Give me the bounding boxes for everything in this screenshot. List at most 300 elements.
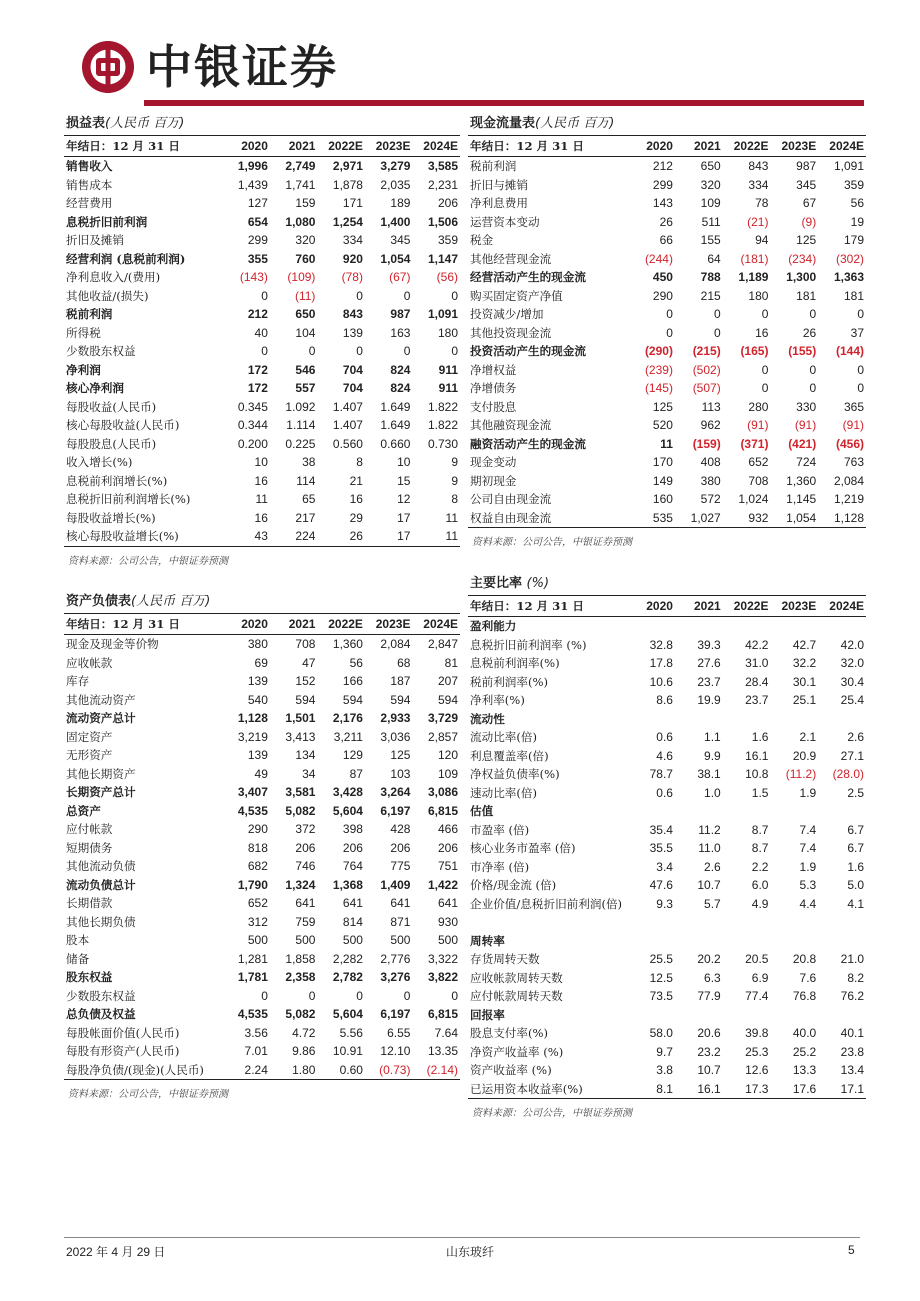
cell-value: (159) — [692, 436, 721, 451]
table-row — [64, 802, 460, 821]
cashflow-source-note: 资料来源：公司公告，中银证券预测 — [472, 537, 632, 548]
cell-value: 23.7 — [697, 674, 721, 689]
table-row — [64, 820, 460, 839]
table-row — [468, 490, 866, 509]
table-row — [64, 231, 460, 250]
cell-value: 8.1 — [627, 1080, 675, 1099]
income-statement-table — [64, 136, 460, 547]
column-header-year: 2020 — [222, 136, 270, 157]
cell-value: 3,264 — [380, 785, 411, 799]
cell-value: 704 — [342, 362, 363, 377]
row-label: 支付股息 — [470, 399, 517, 414]
cell-value: 2,231 — [427, 177, 458, 192]
cell-value: (21) — [747, 214, 769, 229]
cell-value: 3,428 — [332, 785, 363, 799]
row-label: 净利息收入/(费用) — [66, 270, 161, 284]
row-label: 折旧与摊销 — [470, 177, 528, 192]
cell-value: (11) — [294, 288, 316, 303]
cell-value: (78) — [341, 270, 363, 284]
cell-value: 10.91 — [332, 1044, 363, 1058]
cell-value: 2,035 — [380, 177, 411, 192]
cell-value: 10 — [397, 455, 411, 469]
cell-value: 652 — [247, 896, 268, 910]
cell-value: 450 — [652, 270, 673, 284]
table-row — [468, 858, 866, 877]
cell-value: 125 — [652, 399, 673, 414]
table-row — [64, 268, 460, 287]
table-header-row — [64, 614, 460, 635]
cell-value: 8 — [451, 492, 458, 506]
table-row — [64, 287, 460, 306]
cell-value: 4.72 — [292, 1025, 316, 1040]
table-row — [64, 1042, 460, 1061]
cell-value: 4.4 — [799, 896, 817, 911]
cell-value: 1,091 — [427, 307, 458, 321]
row-label: 总负债及权益 — [66, 1007, 136, 1021]
row-label: 净增权益 — [470, 362, 517, 377]
cell-value — [675, 802, 723, 821]
cell-value: 1.9 — [799, 785, 817, 800]
cell-value: 17.8 — [649, 656, 673, 670]
row-label: 净权益负债率(%) — [470, 767, 560, 781]
cell-value — [627, 1006, 675, 1025]
cell-value: 19.9 — [697, 693, 721, 707]
cell-value: 2,933 — [380, 711, 411, 725]
cell-value: 290 — [652, 288, 673, 303]
cell-value: 2.2 — [751, 859, 769, 874]
cell-value: 9.3 — [656, 896, 673, 911]
row-label: 税前利润 — [66, 307, 113, 321]
row-label: 盈利能力 — [470, 619, 517, 633]
table-row — [64, 931, 460, 950]
cell-value: 64 — [707, 251, 721, 266]
cell-value: 500 — [390, 933, 411, 947]
cell-value: (165) — [740, 344, 769, 358]
cell-value: 5.7 — [704, 896, 721, 911]
cell-value: 16.1 — [675, 1080, 723, 1099]
cell-value: 1,422 — [427, 877, 458, 892]
cell-value: 1,145 — [786, 492, 817, 506]
table-row — [64, 857, 460, 876]
cell-value: 1,363 — [833, 270, 864, 284]
cell-value: 40.1 — [840, 1026, 864, 1040]
cell-value — [675, 932, 723, 951]
table-row — [64, 1061, 460, 1080]
cell-value: 13.3 — [792, 1063, 817, 1077]
row-label: 投资减少/增加 — [470, 307, 544, 321]
row-label: 其他流动资产 — [66, 692, 136, 707]
cell-value: (502) — [692, 362, 721, 377]
cell-value: (181) — [740, 251, 769, 266]
cell-value: 21.0 — [840, 952, 864, 966]
column-header-label: 年结日：12 月 31 日 — [468, 596, 627, 617]
cell-value: 428 — [390, 822, 411, 836]
row-label: 应付帐款周转天数 — [470, 989, 563, 1003]
cell-value: 280 — [748, 399, 769, 414]
cell-value: 1,300 — [786, 270, 817, 284]
cell-value: 594 — [295, 692, 316, 707]
cell-value: 824 — [390, 381, 411, 395]
cell-value: 520 — [652, 418, 673, 432]
table-row — [64, 435, 460, 454]
cell-value: (215) — [692, 344, 721, 358]
key-ratios-table — [468, 596, 866, 1099]
table-row — [64, 342, 460, 361]
cell-value: 1.822 — [427, 418, 458, 432]
cell-value: 3,219 — [237, 729, 268, 744]
cell-value — [675, 710, 723, 729]
cell-value: 3,585 — [427, 159, 458, 173]
row-label: 其他长期资产 — [66, 766, 136, 781]
table-row — [64, 876, 460, 895]
balance-sheet-panel — [64, 590, 460, 1100]
cell-value: 345 — [796, 177, 817, 192]
cell-value: 76.8 — [792, 989, 817, 1003]
cell-value: 1,091 — [833, 159, 864, 173]
table-row — [64, 157, 460, 176]
column-header-year: 2023E — [365, 614, 413, 635]
row-label: 流动负债总计 — [66, 877, 136, 892]
cell-value: 0 — [403, 988, 411, 1003]
cell-value: 16 — [254, 510, 268, 525]
table-header-row — [64, 136, 460, 157]
cell-value: 139 — [247, 748, 268, 762]
cell-value: 78.7 — [649, 767, 673, 781]
cell-value: 6,815 — [427, 803, 458, 818]
table-row — [468, 176, 866, 195]
row-label: 其他长期负债 — [66, 914, 136, 929]
cell-value: 20.5 — [745, 952, 769, 966]
table-row — [468, 157, 866, 176]
row-label: 净利率(%) — [470, 693, 525, 707]
cell-value: 299 — [247, 233, 268, 247]
cell-value: 0.6 — [656, 730, 673, 744]
cell-value: 1,439 — [237, 177, 268, 192]
cell-value: 3,407 — [237, 785, 268, 799]
cell-value: 290 — [247, 822, 268, 836]
cell-value: (244) — [644, 251, 673, 266]
cell-value: 572 — [700, 492, 721, 506]
brand-name: 中银证券 — [146, 40, 338, 94]
table-row — [468, 305, 866, 324]
cell-value: 17.1 — [818, 1080, 866, 1099]
cell-value: 1,080 — [285, 214, 316, 229]
cell-value: 932 — [723, 509, 771, 528]
cell-value: 13.4 — [840, 1063, 864, 1077]
row-label: 购买固定资产净值 — [470, 288, 563, 303]
cell-value: 9.9 — [704, 748, 721, 763]
cell-value: 4,535 — [237, 1007, 268, 1021]
cell-value: 0.60 — [317, 1061, 365, 1080]
cell-value: 372 — [295, 822, 316, 836]
cell-value: 9 — [451, 473, 458, 488]
column-header-year: 2021 — [675, 596, 723, 617]
cell-value: 109 — [437, 766, 458, 781]
cell-value: 1.114 — [286, 418, 316, 432]
cell-value: 5.56 — [339, 1025, 363, 1040]
table-row — [64, 250, 460, 269]
cell-value: (91) — [842, 418, 864, 432]
cell-value: 5,604 — [332, 803, 363, 818]
row-label: 长期借款 — [66, 896, 113, 910]
cell-value: 77.4 — [745, 989, 769, 1003]
row-label: 融资活动产生的现金流 — [470, 436, 586, 451]
cell-value: 334 — [748, 177, 769, 192]
cell-value: 8.7 — [751, 822, 769, 837]
cell-value: (9) — [801, 214, 817, 229]
balance-sheet-table — [64, 614, 460, 1080]
row-label: 已运用资本收益率(%) — [468, 1080, 627, 1099]
cell-value: 535 — [627, 509, 675, 528]
table-row — [468, 932, 866, 951]
cell-value — [627, 932, 675, 951]
row-label: 股本 — [66, 933, 90, 947]
cell-value: 26 — [659, 214, 673, 229]
cell-value: 9.86 — [292, 1044, 316, 1058]
row-label: 应付帐款 — [66, 822, 113, 836]
ratios-source-note: 资料来源：公司公告，中银证券预测 — [472, 1108, 632, 1119]
cell-value: 134 — [295, 748, 316, 762]
table-row — [468, 342, 866, 361]
cell-value: 16 — [349, 492, 363, 506]
cell-value: 871 — [390, 914, 411, 929]
cell-value: 7.4 — [799, 822, 817, 837]
cell-value: 120 — [437, 748, 458, 762]
cell-value: 179 — [843, 233, 864, 247]
cell-value: 724 — [796, 455, 817, 469]
cell-value: 500 — [437, 933, 458, 947]
cell-value: 20.2 — [697, 952, 721, 966]
cell-value: 764 — [342, 859, 363, 873]
footer-page-number: 5 — [848, 1243, 855, 1257]
cell-value: 911 — [438, 362, 458, 377]
cell-value: 25.1 — [792, 693, 817, 707]
cell-value: 166 — [342, 674, 363, 688]
table-row — [468, 747, 866, 766]
cell-value: 1,409 — [380, 877, 411, 892]
table-row — [468, 710, 866, 729]
cell-value: 180 — [437, 325, 458, 340]
cell-value: 1.1 — [704, 730, 721, 744]
cell-value: 1,996 — [237, 159, 268, 173]
cell-value: 3,211 — [333, 729, 363, 744]
cell-value: 1,281 — [237, 951, 268, 966]
row-label: 净利息费用 — [470, 196, 528, 210]
table-row — [64, 728, 460, 747]
cell-value: 10.6 — [649, 674, 673, 689]
cell-value: (67) — [389, 270, 411, 284]
row-label: 息税折旧前利润增长(%) — [66, 492, 191, 506]
cell-value: 1,878 — [332, 177, 363, 192]
cell-value — [723, 802, 771, 821]
cell-value: 0 — [451, 344, 458, 358]
column-header-year: 2023E — [770, 136, 818, 157]
balance-source-note: 资料来源：公司公告，中银证券预测 — [68, 1089, 228, 1100]
row-label: 净增债务 — [470, 381, 517, 395]
cell-value: 0.660 — [380, 436, 411, 451]
cell-value: 4,535 — [237, 803, 268, 818]
row-label: 每股股息(人民币) — [66, 436, 157, 451]
cell-value: 0 — [666, 307, 673, 321]
cell-value: 1,219 — [833, 492, 864, 506]
cell-value: 641 — [295, 896, 316, 910]
cell-value: 32.2 — [792, 656, 817, 670]
cell-value: 0 — [761, 381, 769, 395]
row-label: 速动比率(倍) — [470, 785, 538, 800]
table-row — [64, 654, 460, 673]
table-row — [468, 821, 866, 840]
table-row — [468, 784, 866, 803]
cell-value: 1.649 — [380, 418, 411, 432]
row-label: 短期债务 — [66, 840, 113, 855]
cell-value: 1,128 — [237, 711, 268, 725]
cell-value: 6,197 — [380, 803, 411, 818]
cell-value: 6.7 — [847, 822, 864, 837]
cell-value: (144) — [835, 344, 864, 358]
row-label: 税前利润 — [470, 159, 517, 173]
cell-value: (91) — [747, 418, 769, 432]
cell-value: 8.6 — [656, 693, 673, 707]
cell-value: 3,581 — [285, 785, 316, 799]
column-header-year: 2023E — [770, 596, 818, 617]
cell-value: 87 — [349, 766, 363, 781]
row-label: 其他融资现金流 — [470, 418, 552, 432]
cell-value: 5,604 — [332, 1007, 363, 1021]
cell-value: 206 — [437, 196, 458, 210]
cell-value: 708 — [748, 473, 769, 488]
table-row — [64, 672, 460, 691]
cell-value: 78 — [755, 196, 769, 210]
cell-value: 0 — [857, 381, 864, 395]
cell-value — [675, 617, 723, 636]
cell-value: 94 — [755, 233, 769, 247]
cell-value: 704 — [342, 381, 363, 395]
cell-value: 2.6 — [847, 730, 864, 744]
cell-value: 1.80 — [270, 1061, 318, 1080]
cell-value: 1,054 — [770, 509, 818, 528]
cell-value: (109) — [287, 270, 316, 284]
cell-value: 6.9 — [751, 970, 769, 985]
row-label: 期初现金 — [470, 473, 517, 488]
table-row — [468, 876, 866, 895]
cell-value: 5,082 — [285, 803, 316, 818]
cell-value: 212 — [247, 307, 268, 321]
column-header-year: 2023E — [365, 136, 413, 157]
cell-value: 359 — [437, 233, 458, 247]
row-label: 收入增长(%) — [66, 455, 133, 469]
cell-value: 25.2 — [792, 1044, 817, 1059]
table-row — [468, 969, 866, 988]
table-row — [468, 231, 866, 250]
cell-value: 215 — [700, 288, 721, 303]
cell-value: 466 — [437, 822, 458, 836]
cell-value: 682 — [247, 859, 268, 873]
row-label: 市净率 (倍) — [470, 859, 530, 874]
table-row — [64, 509, 460, 528]
cell-value: 30.1 — [792, 674, 817, 689]
cell-value: 654 — [247, 214, 268, 229]
table-row — [468, 250, 866, 269]
cell-value: 11.2 — [698, 822, 721, 837]
cell-value: 1,741 — [285, 177, 316, 192]
row-label: 权益自由现金流 — [468, 509, 627, 528]
cell-value: 5,082 — [285, 1007, 316, 1021]
cell-value: 10.8 — [745, 767, 769, 781]
row-label: 每股收益(人民币) — [66, 399, 157, 414]
cell-value: 181 — [796, 288, 817, 303]
cell-value: 16 — [254, 473, 268, 488]
cell-value: 1,189 — [738, 270, 769, 284]
cell-value: (145) — [644, 381, 673, 395]
cell-value: 11 — [660, 436, 673, 451]
cell-value: 818 — [247, 840, 268, 855]
table-row — [64, 490, 460, 509]
cell-value: 65 — [302, 492, 316, 506]
cell-value: 1,781 — [237, 970, 268, 984]
cell-value: 180 — [748, 288, 769, 303]
cell-value: 6.3 — [704, 970, 721, 985]
cell-value: 47.6 — [649, 878, 673, 892]
row-label: 投资活动产生的现金流 — [470, 344, 586, 358]
cell-value: 0 — [261, 288, 268, 303]
table-row — [64, 379, 460, 398]
cell-value: 0 — [403, 288, 411, 303]
cell-value: 129 — [342, 748, 363, 762]
cell-value: 7.01 — [244, 1044, 268, 1058]
table-row — [468, 673, 866, 692]
cell-value: 1.407 — [332, 418, 363, 432]
row-label: 少数股东权益 — [66, 344, 136, 358]
cell-value: 139 — [342, 325, 363, 340]
cell-value: 30.4 — [840, 674, 864, 689]
cell-value: 0.730 — [427, 436, 458, 451]
cell-value: 23.2 — [697, 1044, 721, 1059]
cell-value: 334 — [342, 233, 363, 247]
cell-value: 27.1 — [840, 748, 864, 763]
cell-value: 641 — [342, 896, 363, 910]
cell-value: 172 — [247, 362, 268, 377]
table-row — [64, 1005, 460, 1024]
row-label: 应收帐款 — [66, 655, 113, 670]
cell-value: 987 — [796, 159, 817, 173]
cell-value: 3,729 — [427, 711, 458, 725]
cell-value — [627, 617, 675, 636]
cell-value: 594 — [390, 692, 411, 707]
cell-value: 104 — [295, 325, 316, 340]
cell-value: 37 — [850, 325, 864, 340]
cell-value: 4.9 — [751, 896, 769, 911]
column-header-year: 2022E — [723, 136, 771, 157]
footer-divider — [64, 1237, 860, 1238]
row-label: 回报率 — [470, 1007, 505, 1022]
row-label: 核心每股收益(人民币) — [66, 418, 180, 432]
cell-value — [770, 802, 818, 821]
column-header-year: 2022E — [317, 136, 365, 157]
cell-value: (56) — [436, 270, 458, 284]
table-row — [468, 435, 866, 454]
cell-value — [627, 802, 675, 821]
cell-value: 0.345 — [237, 399, 268, 414]
cell-value: 212 — [652, 159, 673, 173]
cell-value: 181 — [843, 288, 864, 303]
cell-value: (2.14) — [412, 1061, 460, 1080]
table-row — [468, 987, 866, 1006]
table-row — [468, 453, 866, 472]
cell-value: 206 — [390, 840, 411, 855]
cell-value: 43 — [222, 527, 270, 546]
cell-value: 0 — [857, 307, 864, 321]
cell-value — [675, 1006, 723, 1025]
